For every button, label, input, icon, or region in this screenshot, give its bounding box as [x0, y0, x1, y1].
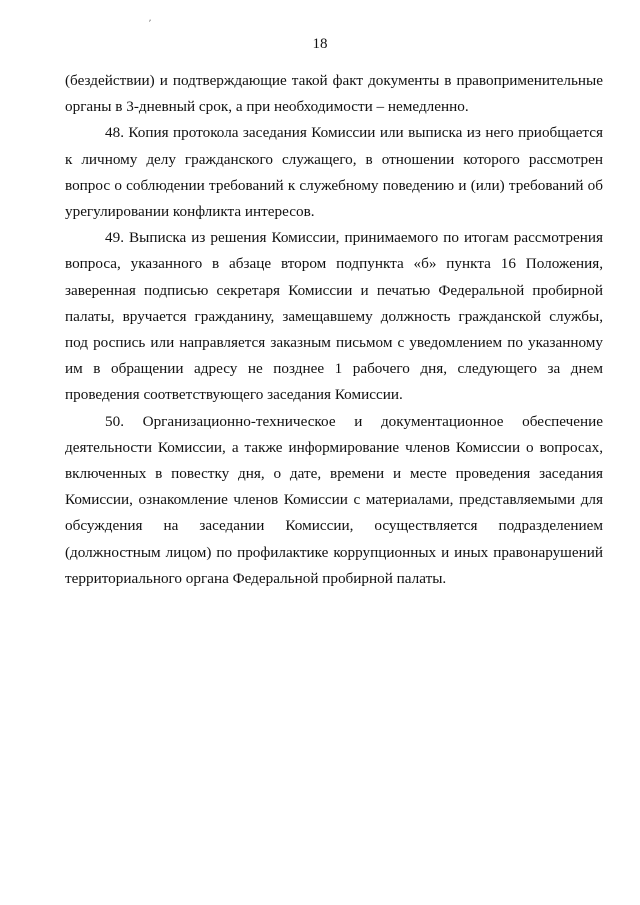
paragraph-continuation: (бездействии) и подтверждающие такой факт документы в правоприменительные органы в 3-дневный срок, а при необходимости – немедленно. [65, 72, 603, 116]
paragraph-50: 50. Организационно-техническое и документационное обеспечение деятельности Комиссии, а также информирование членов Комиссии о вопросах, включенных в повестку дня, о дате, времени и месте проведения заседания Комиссии, ознакомление членов Комиссии с материалами, представляемыми для обсуждения на заседании Комиссии, осуществляется подразделением (должностным лицом) по профилактике коррупционных и иных правонарушений территориального органа Федеральной пробирной палаты. [65, 412, 603, 587]
paragraph-49: 49. Выписка из решения Комиссии, принимаемого по итогам рассмотрения вопроса, указанного в абзаце втором подпункта «б» пункта 16 Положения, заверенная подписью секретаря Комиссии и печатью Федеральной пробирной палаты, вручается гражданину, замещавшему должность гражданской службы, под роспись или направляется заказным письмом с уведомлением по указанному им в обращении адресу не позднее 1 рабочего дня, следующего за днем проведения соответствующего заседания Комиссии. [65, 229, 603, 404]
document-body [65, 68, 603, 592]
page-number: 18 [312, 36, 328, 52]
scan-mark: ' [146, 18, 152, 29]
paragraph-48: 48. Копия протокола заседания Комиссии или выписка из него приобщается к личному делу гражданского служащего, в отношении которого рассмотрен вопрос о соблюдении требований к служебному поведению и (или) требований об урегулировании конфликта интересов. [65, 124, 603, 221]
